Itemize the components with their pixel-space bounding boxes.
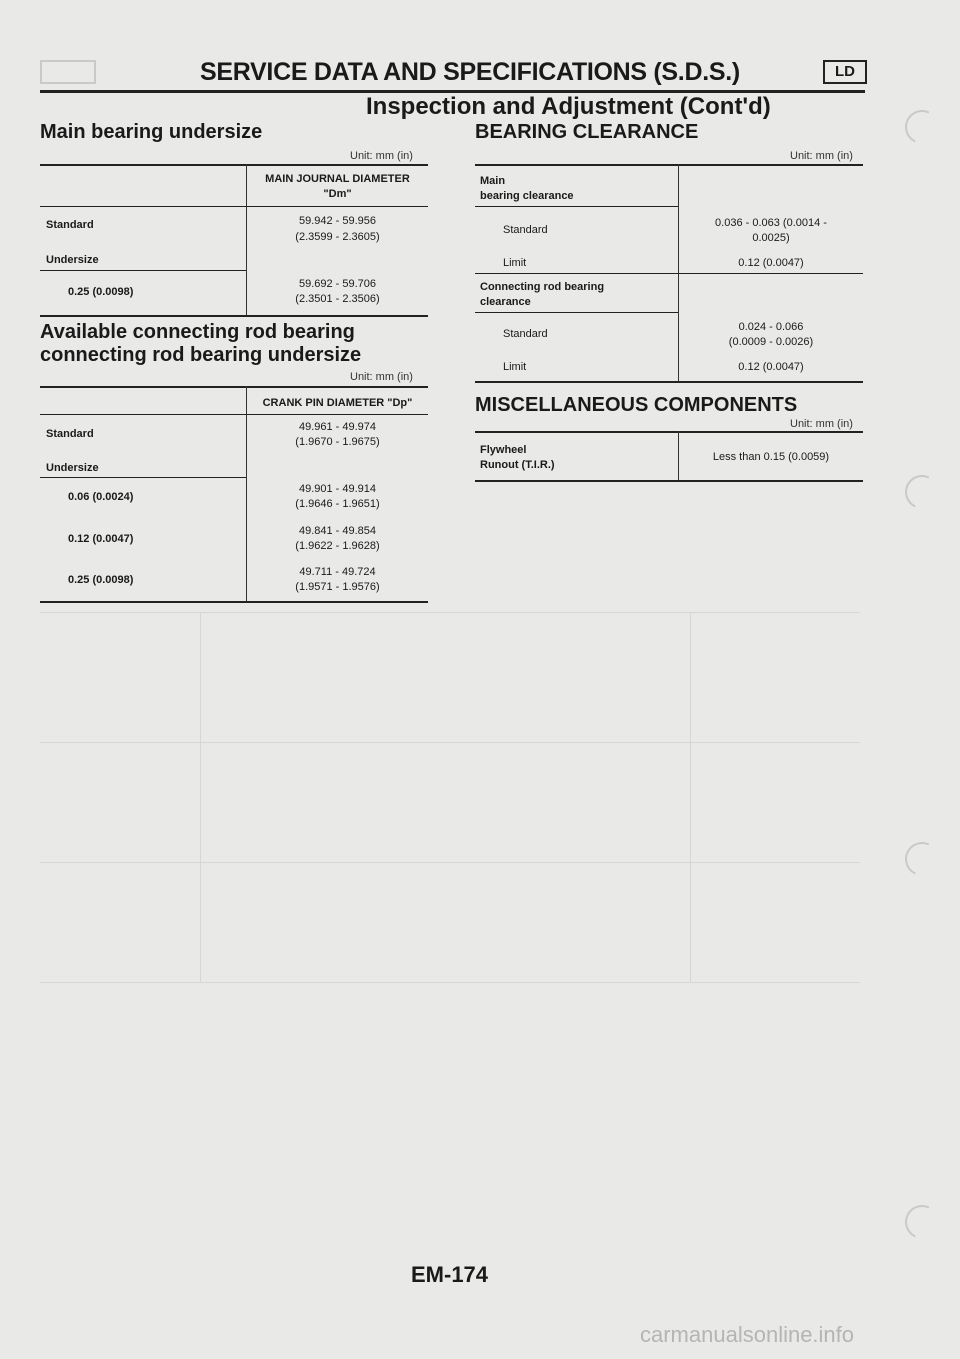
misc-title: MISCELLANEOUS COMPONENTS [475,394,798,416]
conrod-row-label: 0.12 (0.0047) [68,533,134,545]
conrod-row-label: Standard [46,428,94,440]
table-rule [40,414,428,415]
main-clearance-label: bearing clearance [480,190,574,202]
ghost-rule [200,612,201,982]
main-row-value: (2.3501 - 2.3506) [295,293,380,305]
table-rule [40,601,428,603]
main-row-value: 59.692 - 59.706 [298,278,377,290]
conrod-row-label: 0.25 (0.0098) [68,574,134,586]
ghost-rule [40,982,860,983]
section-subtitle: Inspection and Adjustment (Cont'd) [366,93,771,120]
main-journal-header: MAIN JOURNAL DIAMETER "Dm" [265,173,410,200]
rod-standard-value: (0.0009 - 0.0026) [728,336,814,348]
conrod-title-line2: connecting rod bearing undersize [40,344,362,366]
table-rule [40,164,428,166]
conrod-row-value: (1.9646 - 1.9651) [295,498,380,510]
rod-clearance-label: Connecting rod bearing [480,281,605,293]
rod-clearance-label: clearance [480,296,531,308]
table-rule [40,270,246,271]
table-rule [475,206,678,207]
conrod-row-value: (1.9670 - 1.9675) [295,436,380,448]
table-divider [246,386,247,602]
conrod-row-value: (1.9622 - 1.9628) [295,540,380,552]
conrod-row-label: Undersize [46,462,99,474]
main-row-label: Standard [46,219,94,231]
punch-hole-mark [900,837,944,881]
conrod-row-value: 49.711 - 49.724 [299,566,376,578]
table-divider [246,164,247,316]
ghost-badge [40,60,96,84]
main-limit-value: 0.12 (0.0047) [738,257,804,269]
table-rule [40,477,246,478]
punch-hole-mark [900,470,944,514]
misc-unit: Unit: mm (in) [790,418,853,430]
page-header-title: SERVICE DATA AND SPECIFICATIONS (S.D.S.) [200,58,740,86]
table-rule [475,381,863,383]
main-standard-value: 0.036 - 0.063 (0.0014 - [715,217,827,229]
main-standard-value: 0.0025) [752,232,790,244]
watermark: carmanualsonline.info [640,1322,855,1347]
table-rule [40,315,428,317]
main-standard-label: Standard [503,224,548,236]
flywheel-runout-value: Less than 0.15 (0.0059) [712,451,830,463]
table-rule [475,164,863,166]
rod-standard-label: Standard [503,328,548,340]
punch-hole-mark [900,1200,944,1244]
conrod-title-line1: Available connecting rod bearing [40,321,355,343]
conrod-unit: Unit: mm (in) [350,371,413,383]
ghost-rule [40,612,860,613]
conrod-row-value: 49.901 - 49.914 [298,483,377,495]
main-bearing-unit: Unit: mm (in) [350,150,413,162]
table-rule [40,386,428,388]
table-rule [475,480,863,482]
main-bearing-title: Main bearing undersize [40,121,263,143]
punch-hole-mark [900,105,944,149]
table-rule [475,312,678,313]
bearing-clearance-unit: Unit: mm (in) [790,150,853,162]
crank-pin-header: CRANK PIN DIAMETER "Dp" [262,397,413,409]
rod-limit-label: Limit [503,361,527,373]
main-row-label: 0.25 (0.0098) [68,286,134,298]
conrod-row-value: 49.961 - 49.974 [298,421,377,433]
ghost-rule [690,612,691,982]
main-clearance-label: Main [480,175,506,187]
table-rule [475,431,863,433]
ld-badge: LD [823,60,867,84]
table-divider [678,431,679,481]
ghost-rule [40,862,860,863]
conrod-row-value: 49.841 - 49.854 [298,525,377,537]
main-limit-label: Limit [503,257,527,269]
main-row-value: (2.3599 - 2.3605) [295,231,380,243]
conrod-row-label: 0.06 (0.0024) [68,491,134,503]
main-row-value: 59.942 - 59.956 [298,215,377,227]
bearing-clearance-title: BEARING CLEARANCE [475,121,699,143]
ghost-rule [40,742,860,743]
main-row-label: Undersize [46,254,99,266]
conrod-row-value: (1.9571 - 1.9576) [295,581,380,593]
page-number: EM-174 [411,1262,489,1287]
flywheel-label: Flywheel [480,444,527,456]
flywheel-label: Runout (T.I.R.) [480,459,555,471]
table-rule [475,273,863,274]
rod-standard-value: 0.024 - 0.066 [738,321,804,333]
rod-limit-value: 0.12 (0.0047) [738,361,804,373]
table-rule [40,206,428,207]
